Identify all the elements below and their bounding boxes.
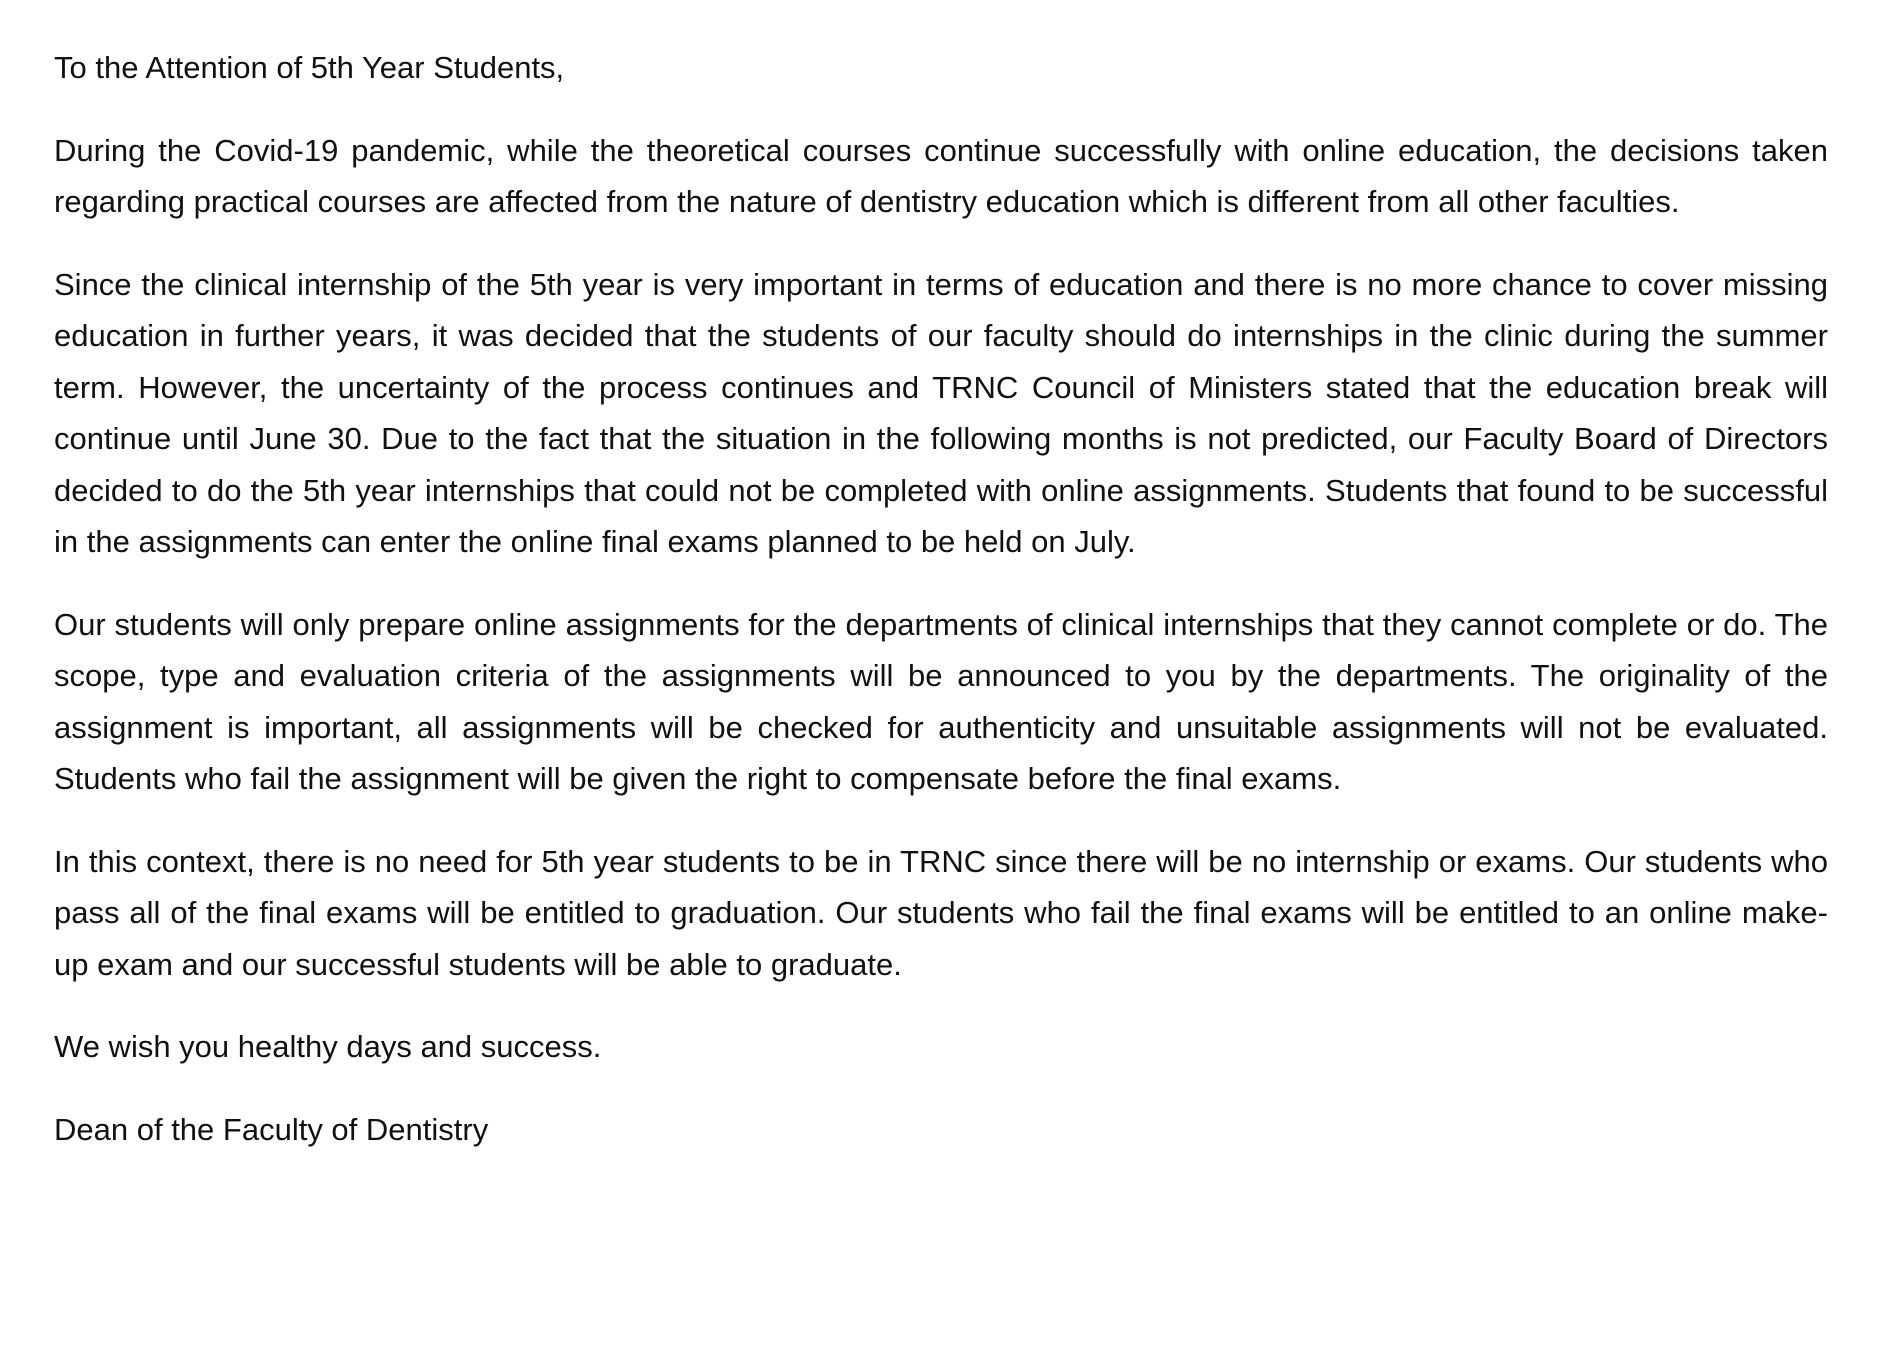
letter-body <box>54 42 1828 1155</box>
paragraph-graduation: In this context, there is no need for 5th year students to be in TRNC since there will be no internship or exams. Our students who pass all of the final exams will be entitled to graduation. Our students who fail the final exams will be entitled to an online make-up exam and our successful students will be able to graduate. <box>54 843 1828 982</box>
closing: We wish you healthy days and success. <box>54 1029 602 1064</box>
paragraph-covid: During the Covid-19 pandemic, while the theoretical courses continue successfully with online education, the decisions taken regarding practical courses are affected from the nature of dentistry education which is different from all other faculties. <box>54 132 1828 219</box>
paragraph-internship: Since the clinical internship of the 5th year is very important in terms of education and there is no more chance to cover missing education in further years, it was decided that the students of our faculty should do internships in the clinic during the summer term. However, the uncertainty of the process continues and TRNC Council of Ministers stated that the education break will continue until June 30. Due to the fact that the situation in the following months is not predicted, our Faculty Board of Directors decided to do the 5th year internships that could not be completed with online assignments. Students that found to be successful in the assignments can enter the online final exams planned to be held on July. <box>54 266 1828 559</box>
signature: Dean of the Faculty of Dentistry <box>54 1111 489 1147</box>
paragraph-assignments: Our students will only prepare online assignments for the departments of clinical internships that they cannot complete or do. The scope, type and evaluation criteria of the assignments will be announced to you by the departments. The originality of the assignment is important, all assignments will be checked for authenticity and unsuitable assignments will not be evaluated. Students who fail the assignment will be given the right to compensate before the final exams. <box>54 606 1828 796</box>
salutation: To the Attention of 5th Year Students, <box>54 50 565 85</box>
